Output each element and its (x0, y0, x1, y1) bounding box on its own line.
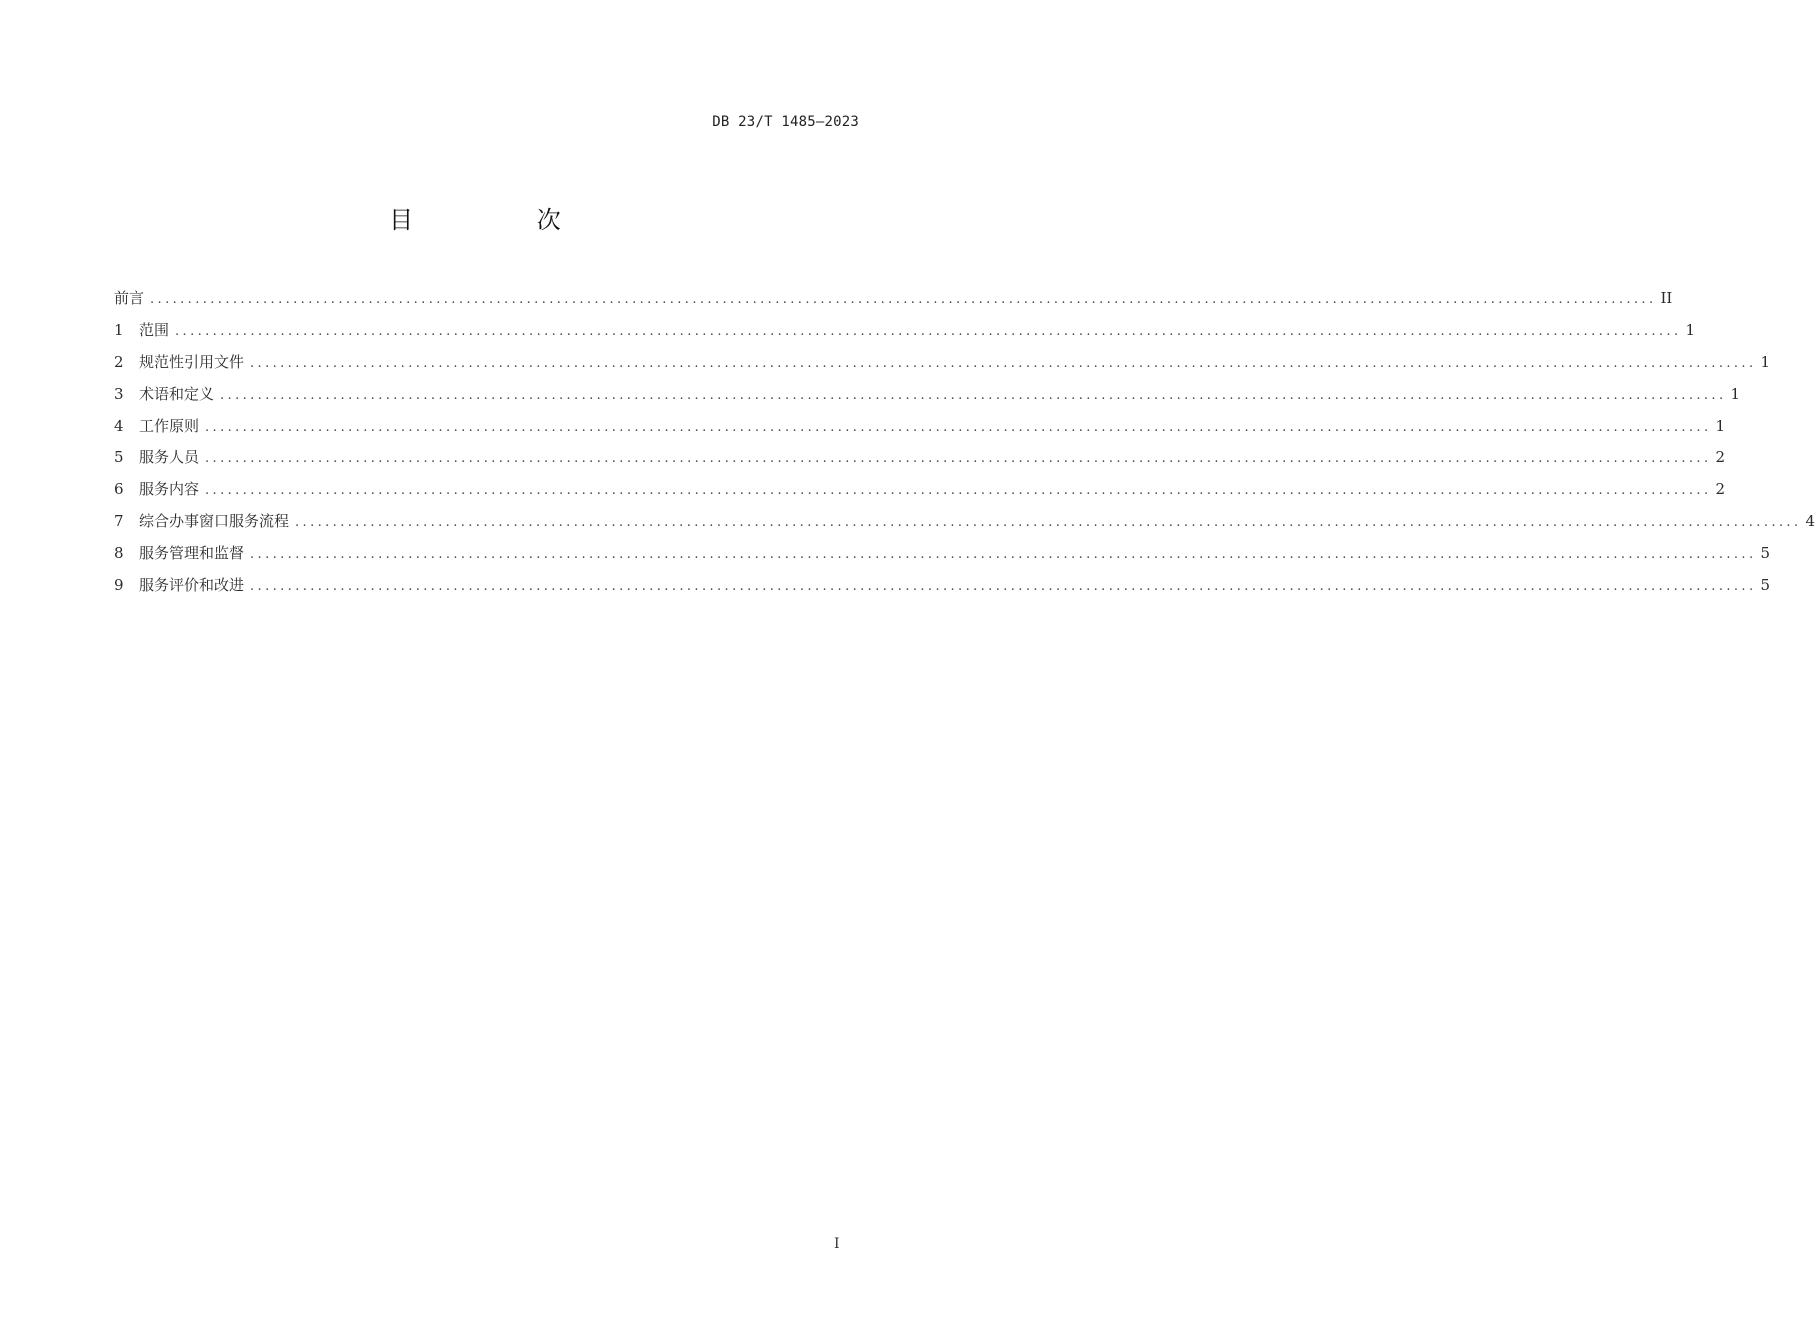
toc-entry-number: 6 (114, 480, 124, 499)
toc-entry-label: 服务内容 (139, 480, 200, 499)
toc-entry[interactable] (114, 379, 1741, 411)
toc-dot-leader: ........................................................................................................................................................................................................ (220, 387, 1727, 403)
toc-entry-number: 9 (114, 576, 124, 595)
toc-entry-page: 2 (1715, 480, 1726, 499)
toc-entry-number: 7 (114, 512, 124, 531)
toc-dot-leader: ........................................................................................................................................................................................................ (150, 292, 1657, 307)
toc-entry[interactable] (114, 347, 1771, 379)
toc-entry-number: 8 (114, 544, 124, 563)
toc-entry-page: 2 (1715, 448, 1726, 467)
toc-entry[interactable] (114, 315, 1696, 347)
toc-entry-label: 前言 (114, 289, 145, 307)
toc-entry-page: 5 (1760, 576, 1771, 595)
table-of-contents (114, 283, 1815, 602)
toc-entry-page: 1 (1760, 352, 1771, 371)
toc-dot-leader: ........................................................................................................................................................................................................ (205, 451, 1712, 467)
toc-entry[interactable] (114, 283, 1673, 315)
toc-entry-label: 服务管理和监督 (139, 544, 245, 563)
toc-entry-page: 1 (1730, 384, 1741, 403)
toc-dot-leader: ........................................................................................................................................................................................................ (250, 355, 1757, 371)
toc-dot-leader: ........................................................................................................................................................................................................ (250, 579, 1757, 595)
document-code: DB 23/T 1485—2023 (712, 114, 859, 130)
toc-entry-label: 范围 (139, 320, 170, 339)
toc-entry-page: II (1660, 289, 1673, 307)
page-title: 目 次 (389, 206, 619, 234)
toc-entry-number: 2 (114, 352, 124, 371)
toc-entry-label: 综合办事窗口服务流程 (139, 512, 290, 531)
toc-dot-leader: ........................................................................................................................................................................................................ (295, 515, 1802, 531)
toc-entry-label: 工作原则 (139, 416, 200, 435)
toc-entry-label: 服务评价和改进 (139, 576, 245, 595)
toc-entry-page: 1 (1715, 416, 1726, 435)
toc-entry[interactable] (114, 442, 1726, 474)
toc-entry-number: 3 (114, 384, 124, 403)
toc-entry-number: 5 (114, 448, 124, 467)
toc-entry-number: 1 (114, 320, 124, 339)
toc-entry-page: 4 (1805, 512, 1815, 531)
toc-dot-leader: ........................................................................................................................................................................................................ (205, 419, 1712, 435)
toc-entry[interactable] (114, 506, 1815, 538)
toc-entry-page: 5 (1760, 544, 1771, 563)
toc-entry[interactable] (114, 538, 1771, 570)
toc-dot-leader: ........................................................................................................................................................................................................ (175, 323, 1682, 339)
toc-entry-label: 术语和定义 (139, 384, 215, 403)
toc-entry[interactable] (114, 411, 1726, 443)
toc-entry[interactable] (114, 474, 1726, 506)
toc-entry-label: 服务人员 (139, 448, 200, 467)
page-number: I (834, 1236, 840, 1252)
toc-dot-leader: ........................................................................................................................................................................................................ (250, 547, 1757, 563)
toc-entry-page: 1 (1685, 320, 1696, 339)
toc-entry-label: 规范性引用文件 (139, 352, 245, 371)
toc-entry[interactable] (114, 570, 1771, 602)
toc-dot-leader: ........................................................................................................................................................................................................ (205, 483, 1712, 499)
toc-entry-number: 4 (114, 416, 124, 435)
